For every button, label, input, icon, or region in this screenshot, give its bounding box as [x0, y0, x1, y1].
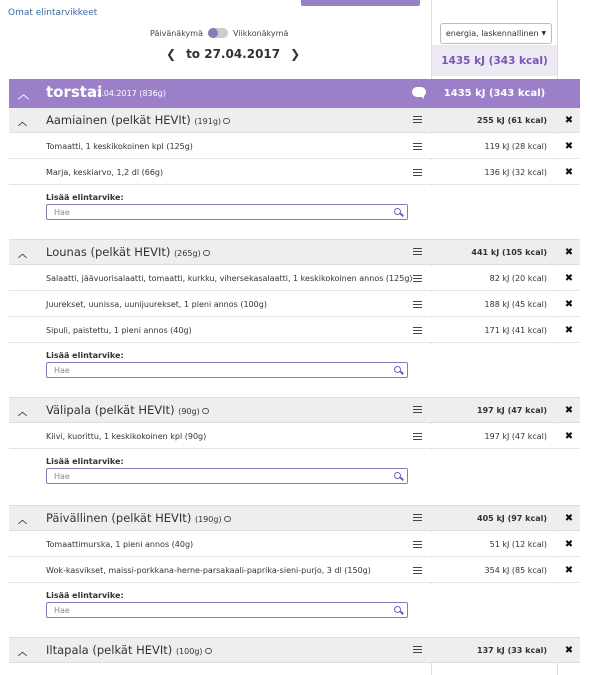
food-total: 136 kJ (32 kcal) — [484, 168, 547, 177]
day-total: 1435 kJ (343 kcal) — [443, 88, 546, 99]
food-name: Wok-kasvikset, maissi-porkkana-herne-parsakaali-paprika-sieni-purjo, 3 dl (150g) — [46, 566, 371, 575]
search-icon[interactable] — [394, 208, 401, 215]
food-row — [9, 532, 580, 557]
collapse-meal-icon[interactable]: ︿ — [18, 118, 28, 128]
menu-icon[interactable] — [413, 275, 422, 284]
menu-icon[interactable] — [413, 433, 422, 442]
menu-icon[interactable] — [413, 169, 422, 178]
chevron-right-icon[interactable]: ❯ — [290, 47, 301, 61]
add-food-section — [9, 186, 580, 240]
food-search-input[interactable] — [46, 362, 408, 378]
search-placeholder: Hae — [54, 208, 70, 217]
food-total: 51 kJ (12 kcal) — [489, 540, 547, 549]
delete-meal-icon[interactable]: ✖ — [564, 513, 574, 524]
meal-grams: (265g) — [174, 249, 201, 258]
food-total: 197 kJ (47 kcal) — [484, 432, 547, 441]
meal-name — [46, 643, 212, 657]
week-view-label: Viikkonäkymä — [232, 28, 289, 38]
add-food-label: Lisää elintarvike: — [46, 591, 124, 600]
add-food-section — [9, 450, 580, 506]
food-row — [9, 558, 580, 583]
comment-icon[interactable] — [224, 516, 231, 522]
menu-icon[interactable] — [413, 514, 422, 523]
menu-icon[interactable] — [413, 116, 422, 125]
top-action-button[interactable] — [301, 0, 420, 6]
meal-title: Päivällinen (pelkät HEVIt) — [46, 511, 195, 525]
comment-icon[interactable] — [203, 250, 210, 256]
food-total: 354 kJ (85 kcal) — [484, 566, 547, 575]
current-date: to 27.04.2017 — [186, 47, 281, 61]
food-total: 119 kJ (28 kcal) — [484, 142, 547, 151]
metric-select-value: energia, laskennallinen — [445, 29, 539, 38]
meal-name — [46, 245, 210, 259]
collapse-day-icon[interactable]: ︿ — [18, 88, 29, 101]
meal-grams: (191g) — [194, 117, 222, 126]
food-total: 82 kJ (20 kcal) — [489, 274, 547, 283]
view-switch-knob — [208, 28, 218, 38]
comment-icon[interactable] — [412, 87, 426, 97]
own-foods-link[interactable]: Omat elintarvikkeet — [8, 8, 98, 18]
day-meta: 27.04.2017 (836g) — [91, 89, 166, 98]
food-search-input[interactable] — [46, 468, 408, 484]
delete-food-icon[interactable]: ✖ — [564, 325, 574, 336]
menu-icon[interactable] — [413, 567, 422, 576]
search-icon[interactable] — [394, 366, 401, 373]
menu-icon[interactable] — [413, 406, 422, 415]
add-food-label: Lisää elintarvike: — [46, 457, 124, 466]
day-name: torstai — [46, 83, 103, 101]
add-food-section — [9, 344, 580, 398]
food-name: Kiivi, kuorittu, 1 keskikokoinen kpl (90g) — [46, 432, 207, 441]
menu-icon[interactable] — [413, 646, 422, 655]
collapse-meal-icon[interactable]: ︿ — [18, 648, 28, 658]
meal-name — [46, 511, 231, 525]
meal-title: Iltapala (pelkät HEVIt) — [46, 643, 176, 657]
food-search-input[interactable] — [46, 602, 408, 618]
meal-total: 255 kJ (61 kcal) — [477, 116, 547, 125]
add-food-label: Lisää elintarvike: — [46, 193, 124, 202]
food-row — [9, 266, 580, 291]
delete-food-icon[interactable]: ✖ — [564, 299, 574, 310]
meal-grams: (190g) — [194, 515, 222, 524]
food-row — [9, 134, 580, 159]
meal-header — [9, 506, 580, 531]
meal-total: 441 kJ (105 kcal) — [471, 248, 547, 257]
meal-header — [9, 240, 580, 265]
delete-food-icon[interactable]: ✖ — [564, 141, 574, 152]
meal-name — [46, 403, 209, 417]
delete-food-icon[interactable]: ✖ — [564, 431, 574, 442]
meal-total: 197 kJ (47 kcal) — [477, 406, 547, 415]
menu-icon[interactable] — [413, 541, 422, 550]
meal-header — [9, 108, 580, 133]
menu-icon[interactable] — [413, 248, 422, 257]
food-row — [9, 424, 580, 449]
menu-icon[interactable] — [413, 301, 422, 310]
add-food-section — [9, 584, 580, 638]
caret-down-icon: ▼ — [541, 30, 547, 37]
food-name: Sipuli, paistettu, 1 pieni annos (40g) — [46, 326, 192, 335]
meal-title: Aamiainen (pelkät HEVIt) — [46, 113, 195, 127]
food-name: Marja, keskiarvo, 1,2 dl (66g) — [46, 168, 164, 177]
collapse-meal-icon[interactable]: ︿ — [18, 516, 28, 526]
food-name: Juurekset, uunissa, uunijuurekset, 1 pieni annos (100g) — [46, 300, 267, 309]
meal-name — [46, 113, 230, 127]
meal-total: 405 kJ (97 kcal) — [477, 514, 547, 523]
food-name: Salaatti, jäävuorisalaatti, tomaatti, kurkku, vihersekasalaatti, 1 keskikokoinen annos (125g) — [46, 274, 413, 283]
comment-icon[interactable] — [205, 648, 212, 654]
grand-total: 1435 kJ (343 kcal) — [432, 45, 557, 76]
meal-grams: (100g) — [175, 647, 203, 656]
meal-header — [9, 398, 580, 423]
view-switch[interactable] — [208, 28, 228, 38]
food-total: 171 kJ (41 kcal) — [484, 326, 547, 335]
food-row — [9, 292, 580, 317]
food-total: 188 kJ (45 kcal) — [484, 300, 547, 309]
search-icon[interactable] — [394, 606, 401, 613]
collapse-meal-icon[interactable]: ︿ — [18, 408, 28, 418]
delete-meal-icon[interactable]: ✖ — [564, 115, 574, 126]
search-placeholder: Hae — [54, 472, 70, 481]
food-name: Tomaatti, 1 keskikokoinen kpl (125g) — [46, 142, 193, 151]
chevron-left-icon[interactable]: ❮ — [166, 47, 177, 61]
day-view-label: Päivänäkymä — [150, 28, 203, 38]
delete-food-icon[interactable]: ✖ — [564, 273, 574, 284]
search-placeholder: Hae — [54, 366, 70, 375]
meal-total: 137 kJ (33 kcal) — [477, 646, 547, 655]
food-row — [9, 318, 580, 343]
meal-title: Välipala (pelkät HEVIt) — [46, 403, 179, 417]
food-row — [9, 160, 580, 185]
meal-title: Lounas (pelkät HEVIt) — [46, 245, 175, 259]
meal-header — [9, 638, 580, 663]
delete-meal-icon[interactable]: ✖ — [564, 247, 574, 258]
add-food-label: Lisää elintarvike: — [46, 351, 124, 360]
comment-icon[interactable] — [223, 118, 230, 124]
comment-icon[interactable] — [202, 408, 209, 414]
search-icon[interactable] — [394, 472, 401, 479]
menu-icon[interactable] — [413, 143, 422, 152]
delete-meal-icon[interactable]: ✖ — [564, 405, 574, 416]
meal-grams: (90g) — [178, 407, 200, 416]
search-placeholder: Hae — [54, 606, 70, 615]
date-navigation — [166, 47, 300, 61]
metric-select[interactable] — [440, 23, 552, 44]
delete-meal-icon[interactable]: ✖ — [564, 645, 574, 656]
food-search-input[interactable] — [46, 204, 408, 220]
day-header — [9, 79, 580, 108]
view-toggle — [150, 28, 288, 38]
delete-food-icon[interactable]: ✖ — [564, 167, 574, 178]
delete-food-icon[interactable]: ✖ — [564, 565, 574, 576]
delete-food-icon[interactable]: ✖ — [564, 539, 574, 550]
collapse-meal-icon[interactable]: ︿ — [18, 250, 28, 260]
menu-icon[interactable] — [413, 327, 422, 336]
food-name: Tomaattimurska, 1 pieni annos (40g) — [46, 540, 194, 549]
